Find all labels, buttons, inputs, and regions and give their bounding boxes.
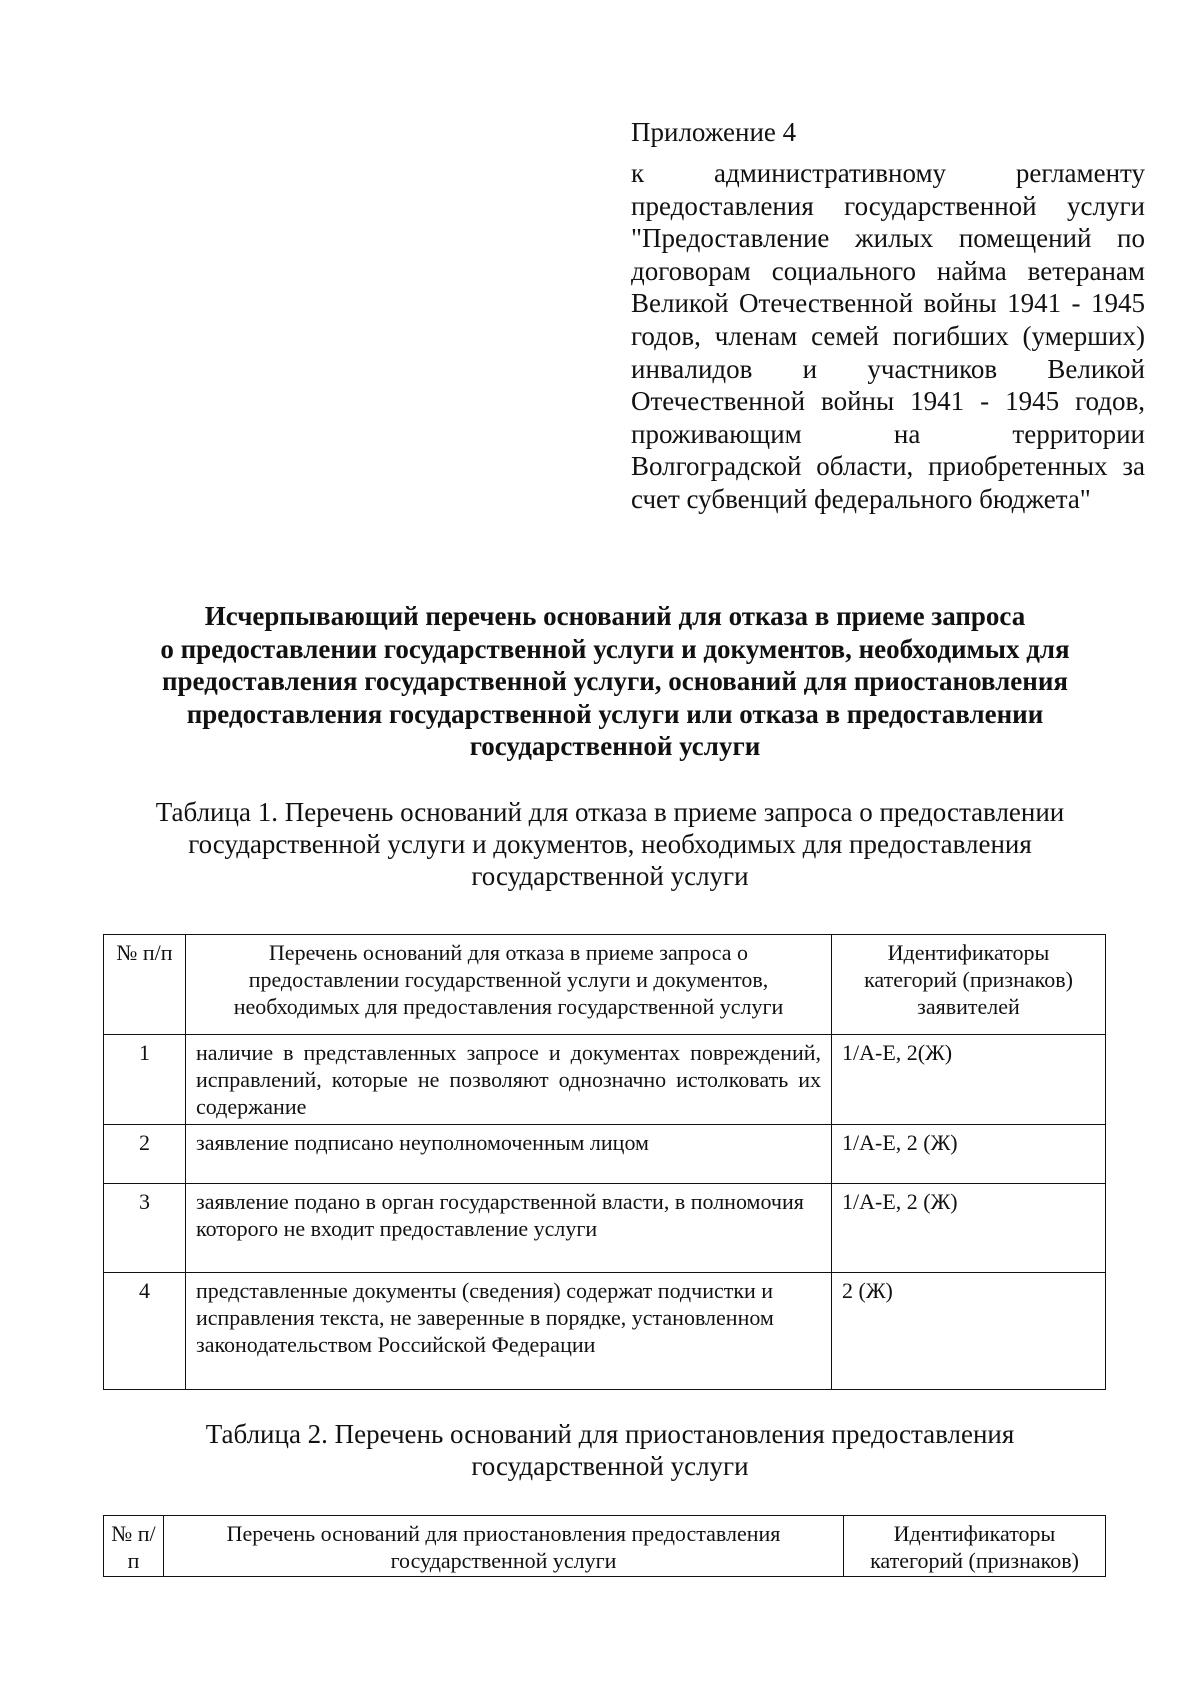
heading-line: предоставления государственной услуги или отказа в предоставлении bbox=[186, 698, 1044, 729]
table-row bbox=[104, 1184, 1106, 1273]
row-reason: заявление подано в орган государственной власти, в полномочия которого не входит предоставление услуги bbox=[186, 1184, 832, 1273]
heading-line: государственной услуги bbox=[469, 731, 761, 761]
caption-line: Таблица 1. Перечень оснований для отказа в приеме запроса о предоставлении bbox=[155, 797, 1065, 827]
table-row bbox=[104, 1125, 1106, 1184]
header-reason: Перечень оснований для отказа в приеме запроса о предоставлении государственной услуги и документов, необходимых для предоставления государственной услуги bbox=[186, 935, 832, 1035]
caption-line: государственной услуги bbox=[471, 1451, 749, 1481]
table-header-row bbox=[104, 935, 1106, 1035]
row-reason: наличие в представленных запросе и документах повреждений, исправлений, которые не позволяют однозначно истолковать их содержание bbox=[186, 1035, 832, 1125]
row-ids: 1/А-Е, 2 (Ж) bbox=[832, 1184, 1106, 1273]
table-row bbox=[104, 1273, 1106, 1390]
appendix-body: к административному регламенту предоставления государственной услуги "Предоставление жилых помещений по договорам социального найма ветеранам Великой Отечественной войны 1941 - 1945 годов, членам семей погибших (умерших) инвалидов и участников Великой Отечественной войны 1941 - 1945 годов, проживающим на территории Волгоградской области, приобретенных за счет субвенций федерального бюджета" bbox=[631, 158, 1145, 514]
header-num: № п/п bbox=[104, 935, 186, 1035]
row-ids: 1/А-Е, 2 (Ж) bbox=[832, 1125, 1106, 1184]
row-num: 3 bbox=[104, 1184, 186, 1273]
appendix-block bbox=[631, 116, 1145, 516]
heading-line: о предоставлении государственной услуги и документов, необходимых для bbox=[160, 633, 1070, 664]
table2 bbox=[103, 1515, 1106, 1577]
row-reason: представленные документы (сведения) содержат подчистки и исправления текста, не заверенные в порядке, установленном законодательством Российской Федерации bbox=[186, 1273, 832, 1390]
heading-line: Исчерпывающий перечень оснований для отказа в приеме запроса bbox=[204, 601, 1026, 631]
document-heading bbox=[140, 600, 1090, 763]
header-ids: Идентификаторы категорий (признаков) bbox=[844, 1516, 1106, 1577]
table-row bbox=[104, 1035, 1106, 1125]
caption-line: Таблица 2. Перечень оснований для приостановления предоставления bbox=[205, 1419, 1015, 1449]
header-ids: Идентификаторы категорий (признаков) заявителей bbox=[832, 935, 1106, 1035]
row-ids: 1/А-Е, 2(Ж) bbox=[832, 1035, 1106, 1125]
header-reason: Перечень оснований для приостановления предоставления государственной услуги bbox=[164, 1516, 844, 1577]
appendix-title: Приложение 4 bbox=[631, 117, 797, 147]
table-header-row bbox=[104, 1516, 1106, 1577]
row-ids: 2 (Ж) bbox=[832, 1273, 1106, 1390]
heading-line: предоставления государственной услуги, оснований для приостановления bbox=[161, 666, 1068, 696]
table2-caption bbox=[110, 1418, 1110, 1482]
row-num: 2 bbox=[104, 1125, 186, 1184]
row-num: 4 bbox=[104, 1273, 186, 1390]
row-num: 1 bbox=[104, 1035, 186, 1125]
caption-line: государственной услуги и документов, необходимых для предоставления bbox=[188, 829, 1032, 859]
header-num: № п/п bbox=[104, 1516, 164, 1577]
row-reason: заявление подписано неуполномоченным лицом bbox=[186, 1125, 832, 1184]
caption-line: государственной услуги bbox=[471, 861, 749, 891]
table1 bbox=[103, 934, 1106, 1390]
table1-caption bbox=[110, 796, 1110, 892]
